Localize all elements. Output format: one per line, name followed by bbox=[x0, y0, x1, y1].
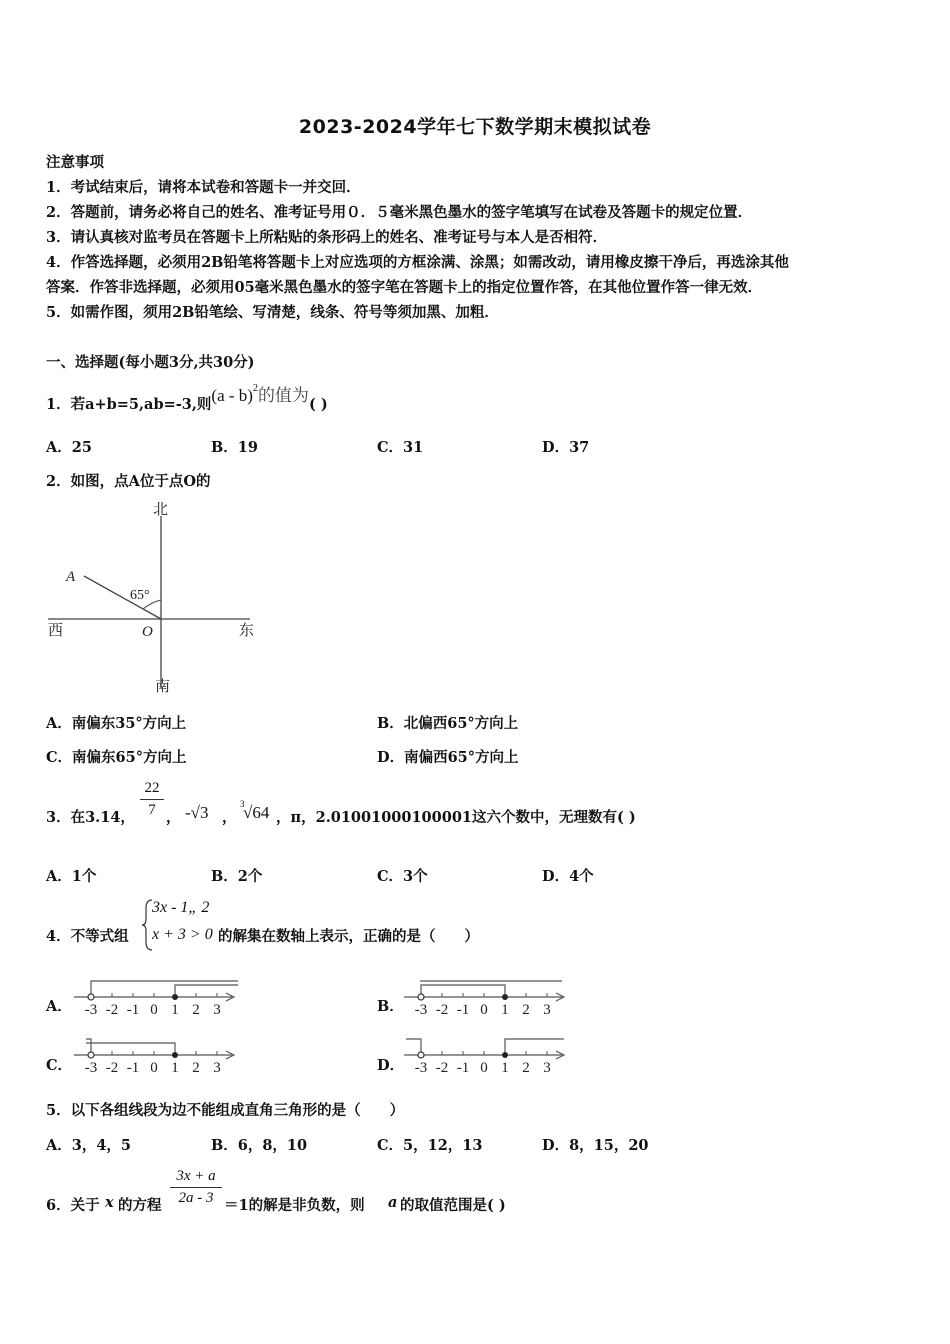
tick-label: 3 bbox=[543, 1060, 551, 1076]
notice-item: 2．答题前，请务必将自己的姓名、准考证号用０．５毫米黑色墨水的签字笔填写在试卷及答题卡的规定位置． bbox=[46, 204, 753, 221]
notice-item: 5．如需作图，须用2B铅笔绘、写清楚，线条、符号等须加黑、加粗． bbox=[46, 304, 499, 321]
q3-sep: ， bbox=[166, 809, 181, 826]
q6-mid: 的方程 bbox=[118, 1197, 162, 1214]
q3-cube-root: √64 bbox=[243, 803, 270, 822]
label-north: 北 bbox=[153, 502, 169, 518]
tick-label: 3 bbox=[213, 1060, 221, 1076]
q3-fraction bbox=[140, 780, 164, 819]
tick-label: -2 bbox=[105, 1002, 119, 1018]
label-east: 东 bbox=[239, 623, 255, 639]
q1-exponent: 2 bbox=[252, 383, 258, 395]
tick-label: 0 bbox=[150, 1060, 158, 1076]
number-line-b bbox=[402, 972, 572, 1020]
solution-bracket bbox=[86, 1043, 175, 1055]
q1-suffix: 的值为 bbox=[257, 386, 309, 406]
closed-point bbox=[172, 994, 178, 1000]
tick-label: -3 bbox=[414, 1002, 428, 1018]
closed-point bbox=[172, 1052, 178, 1058]
q5-stem: 5．以下各组线段为边不能组成直角三角形的是（ ） bbox=[46, 1102, 405, 1119]
q4-inequality-2: x + 3 > 0 bbox=[152, 926, 213, 943]
notice-item: 3．请认真核对监考员在答题卡上所粘贴的条形码上的姓名、准考证号与本人是否相符． bbox=[46, 229, 608, 246]
tick-label: 0 bbox=[150, 1002, 158, 1018]
open-point bbox=[88, 1052, 94, 1058]
tick-label: -3 bbox=[84, 1002, 98, 1018]
open-point bbox=[88, 994, 94, 1000]
closed-point bbox=[502, 994, 508, 1000]
tick-label: -3 bbox=[84, 1060, 98, 1076]
q5-option-d: D．8，15，20 bbox=[542, 1137, 649, 1154]
q3-prefix: 3．在3.14， bbox=[46, 809, 135, 826]
label-angle: 65° bbox=[130, 588, 150, 603]
number-line-a bbox=[72, 972, 242, 1020]
label-south: 南 bbox=[155, 679, 171, 695]
q4-option-c: C． bbox=[46, 1057, 73, 1074]
tick-label: -1 bbox=[456, 1060, 470, 1076]
fraction-denominator: 2a - 3 bbox=[178, 1190, 214, 1206]
q6-var-x: x bbox=[105, 1194, 114, 1211]
q5-option-b: B．6，8，10 bbox=[211, 1137, 308, 1154]
tick-label: 1 bbox=[501, 1060, 509, 1076]
q1-expr: (a - b) bbox=[211, 386, 253, 405]
q4-option-b: B． bbox=[377, 998, 404, 1015]
q2-option-a: A．南偏东35°方向上 bbox=[46, 715, 187, 732]
label-point-a: A bbox=[66, 569, 76, 585]
tick-label: 1 bbox=[501, 1002, 509, 1018]
number-line-c bbox=[72, 1030, 242, 1080]
q4-inequality-1: 3x - 1„ 2 bbox=[152, 899, 210, 916]
q3-sep: ， bbox=[222, 809, 237, 826]
q3-neg-root: -√3 bbox=[185, 803, 209, 822]
q1-option-c: C．31 bbox=[377, 439, 424, 456]
q3-option-c: C．3个 bbox=[377, 868, 428, 885]
closed-point bbox=[502, 1052, 508, 1058]
q6-fraction bbox=[170, 1168, 222, 1207]
tick-label: -1 bbox=[126, 1060, 140, 1076]
solution-bracket bbox=[175, 985, 238, 997]
q1-prefix: 1．若a+b=5,ab=-3,则 bbox=[46, 396, 212, 413]
tick-label: -2 bbox=[105, 1060, 119, 1076]
q2-stem: 2．如图，点A位于点O的 bbox=[46, 473, 211, 490]
tick-label: 2 bbox=[522, 1002, 530, 1018]
q6-suffix: 的取值范围是( ) bbox=[400, 1197, 506, 1214]
number-line-d bbox=[402, 1030, 572, 1080]
q5-option-c: C．5，12，13 bbox=[377, 1137, 483, 1154]
q2-option-c: C．南偏东65°方向上 bbox=[46, 749, 187, 766]
q3-rest: ，π，2.01001000100001这六个数中，无理数有( ) bbox=[276, 809, 636, 826]
q6-eq: ＝1的解是非负数，则 bbox=[224, 1197, 365, 1214]
fraction-numerator: 3x + a bbox=[176, 1168, 216, 1184]
q3-option-a: A．1个 bbox=[46, 868, 97, 885]
notice-item: 1．考试结束后，请将本试卷和答题卡一并交回． bbox=[46, 179, 361, 196]
open-point bbox=[418, 1052, 424, 1058]
q2-option-d: D．南偏西65°方向上 bbox=[377, 749, 519, 766]
open-point bbox=[418, 994, 424, 1000]
tick-label: 2 bbox=[522, 1060, 530, 1076]
q4-option-d: D． bbox=[377, 1057, 405, 1074]
tick-label: 0 bbox=[480, 1002, 488, 1018]
tick-label: 3 bbox=[213, 1002, 221, 1018]
compass-figure bbox=[40, 498, 270, 698]
q3-option-d: D．4个 bbox=[542, 868, 594, 885]
notice-item: 4．作答选择题，必须用2B铅笔将答题卡上对应选项的方框涂满、涂黑；如需改动，请用橡皮擦干净后，再选涂其他 bbox=[46, 254, 789, 271]
tick-label: -2 bbox=[435, 1002, 449, 1018]
tick-label: 1 bbox=[171, 1002, 179, 1018]
tick-label: -1 bbox=[126, 1002, 140, 1018]
q1-option-a: A．25 bbox=[46, 439, 92, 456]
q1-paren: ( ) bbox=[308, 396, 328, 413]
section-heading: 一、选择题(每小题3分,共30分) bbox=[46, 354, 255, 371]
q6-prefix: 6．关于 bbox=[46, 1197, 100, 1214]
solution-bracket bbox=[505, 1039, 564, 1055]
q3-cube-index: 3 bbox=[240, 799, 245, 809]
q1-stem bbox=[46, 383, 328, 414]
tick-label: 0 bbox=[480, 1060, 488, 1076]
q2-option-b: B．北偏西65°方向上 bbox=[377, 715, 519, 732]
tick-label: 1 bbox=[171, 1060, 179, 1076]
q1-option-b: B．19 bbox=[211, 439, 258, 456]
q3-option-b: B．2个 bbox=[211, 868, 263, 885]
notice-heading: 注意事项 bbox=[46, 154, 104, 171]
fraction-numerator: 22 bbox=[144, 780, 160, 796]
q4-prefix: 4．不等式组 bbox=[46, 928, 129, 945]
q6-var-a: a bbox=[388, 1194, 398, 1211]
q1-option-d: D．37 bbox=[542, 439, 590, 456]
tick-label: -2 bbox=[435, 1060, 449, 1076]
q4-option-a: A． bbox=[46, 998, 72, 1015]
q4-suffix: 的解集在数轴上表示，正确的是（ ） bbox=[218, 928, 479, 945]
fraction-denominator: 7 bbox=[148, 802, 156, 818]
label-point-o: O bbox=[142, 624, 153, 640]
page-title: 2023-2024学年七下数学期末模拟试卷 bbox=[298, 116, 652, 138]
tick-label: 2 bbox=[192, 1060, 200, 1076]
solution-bracket bbox=[91, 981, 238, 997]
label-west: 西 bbox=[48, 623, 64, 639]
q5-option-a: A．3，4，5 bbox=[46, 1137, 132, 1154]
notice-item: 答案．作答非选择题，必须用05毫米黑色墨水的签字笔在答题卡上的指定位置作答，在其他位置作答一律无效． bbox=[46, 279, 763, 296]
tick-label: -1 bbox=[456, 1002, 470, 1018]
tick-label: -3 bbox=[414, 1060, 428, 1076]
tick-label: 3 bbox=[543, 1002, 551, 1018]
tick-label: 2 bbox=[192, 1002, 200, 1018]
